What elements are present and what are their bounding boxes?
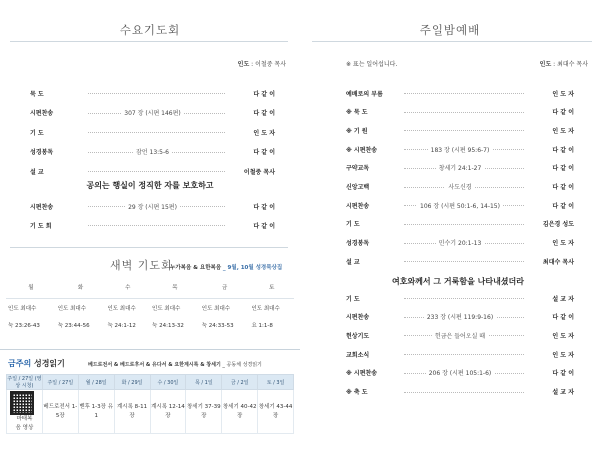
dawn-day-cell: 목 (150, 276, 200, 298)
dawn-prayer-title: 새벽 기도회 (110, 259, 173, 272)
order-row (346, 312, 574, 322)
order-item-label: 성경봉독 (346, 240, 370, 248)
order-item-label: ※ 시편찬송 (346, 146, 378, 154)
dotted-leader (404, 298, 524, 299)
bible-header-cell: 금 / 2일 (222, 375, 258, 390)
order-item-value-text: 헌금은 들어오실 때 (432, 333, 488, 340)
order-item-value-text: 106 장 (시편 50:1-6, 14-15) (417, 203, 503, 210)
dotted-leader (88, 225, 225, 226)
standing-note: ※ 표는 일어섭니다. (346, 61, 398, 68)
order-item-leader: 설 교 자 (552, 295, 574, 303)
order-item-label: 시편찬송 (346, 202, 370, 210)
bible-reading-table (6, 374, 294, 434)
dotted-leader (88, 171, 225, 172)
order-item-value (346, 368, 574, 377)
dawn-officiant-row (6, 298, 294, 318)
sunday-title: 주일밤예배 (419, 23, 481, 37)
bible-header-cell: 주일 / 27일 (영상 시청) (7, 376, 42, 389)
dawn-day-cell: 토 (249, 276, 294, 298)
order-item-label: 구약교독 (346, 165, 370, 173)
dawn-officiant-cell: 인도 최대수 (8, 306, 37, 313)
order-item-value (346, 163, 574, 172)
dotted-leader (88, 93, 225, 94)
dawn-officiant-cell: 인도 최대수 (57, 306, 87, 313)
bible-header-cell: 목 / 1일 (186, 375, 222, 390)
dotted-leader (404, 261, 524, 262)
bible-title-b: 성경읽기 (31, 359, 65, 368)
bible-header-cell: 토 / 3일 (258, 375, 294, 390)
order-item-value (30, 108, 275, 117)
order-item-label: ※ 묵 도 (346, 109, 368, 117)
sunday-page (300, 0, 600, 450)
order-item-value-text: 206 장 (시편 105:1-6) (426, 370, 495, 377)
order-item-leader: 다 같 이 (253, 222, 275, 230)
order-row (346, 238, 574, 248)
order-item-leader: 다 같 이 (552, 165, 574, 173)
order-item-leader: 인 도 자 (552, 351, 574, 359)
officiant-label: 인도 (237, 61, 250, 68)
order-row (30, 127, 275, 137)
bible-reading-cell: 계시록 12-14장 (150, 390, 186, 434)
order-item-value-text: 29 장 (시편 15편) (125, 204, 180, 211)
order-item-value (346, 238, 574, 247)
order-item-label: 성경봉독 (30, 149, 54, 156)
title-divider (10, 41, 288, 42)
bible-header-cell: 수 / 30일 (150, 375, 186, 390)
officiant-name: 최대수 목사 (557, 61, 588, 68)
order-item-value-text: 창세기 24:1-27 (436, 165, 485, 172)
dotted-leader (404, 93, 524, 94)
bible-header-row (7, 375, 294, 390)
order-item-label: 기 도 회 (30, 222, 52, 230)
order-item-value (346, 331, 574, 340)
order-row (346, 219, 574, 229)
dawn-officiant-cell: 인도 최대수 (107, 306, 136, 313)
order-row (346, 387, 574, 397)
bible-reading-cell: 베드로전서 1-5장 (42, 390, 78, 434)
order-item-value (30, 202, 275, 211)
order-item-leader: 다 같 이 (552, 184, 574, 191)
dawn-day-cell: 월 (6, 276, 56, 298)
dawn-text-cell: 눅 23:44-56 (57, 323, 90, 329)
order-row (346, 349, 574, 359)
order-item-label: ※ 축 도 (346, 389, 368, 396)
section-divider (0, 349, 300, 350)
order-row (346, 330, 574, 340)
order-item-leader: 다 같 이 (552, 202, 574, 210)
order-row (346, 182, 574, 192)
order-row (346, 163, 574, 173)
dawn-officiant-cell: 인도 최대수 (201, 306, 231, 313)
order-item-leader: 김은경 성도 (542, 221, 574, 229)
order-item-label: 기 도 (346, 221, 360, 229)
order-item-leader: 설 교 자 (552, 389, 574, 396)
order-item-value (346, 201, 574, 210)
dotted-leader (404, 112, 524, 113)
sunday-sermon-theme: 여호와께서 그 거룩함을 나타내셨더라 (391, 277, 524, 286)
order-item-label: 시편찬송 (30, 110, 54, 117)
order-row (30, 166, 275, 176)
order-item-label: 신앙고백 (346, 184, 370, 191)
order-item-label: 시편찬송 (30, 203, 54, 211)
order-row (346, 144, 574, 154)
dotted-leader (404, 392, 524, 393)
dawn-officiant-cell: 인도 최대수 (251, 306, 280, 313)
bible-reading-cell: 창세기 43-44장 (258, 390, 294, 434)
order-item-leader: 인 도 자 (552, 127, 574, 135)
dawn-note-source: _ 9월, 10월 성경묵상집 (222, 265, 283, 271)
dawn-day-cell: 금 (200, 276, 250, 298)
dawn-prayer-note (170, 263, 282, 271)
order-item-value (30, 147, 275, 156)
officiant-name: 이철중 목사 (255, 61, 286, 68)
order-item-leader: 다 같 이 (253, 90, 275, 98)
section-divider (10, 247, 288, 248)
order-item-value-text: 잠언 13:5-6 (133, 149, 172, 156)
order-item-value-text: 사도신경 (445, 184, 474, 191)
bible-title-a: 금주의 (8, 359, 32, 368)
order-item-leader: 인 도 자 (552, 332, 574, 340)
bible-sub-books: 베드로전서 & 베드로후서 & 유다서 & 요한계시록 & 창세기 (88, 362, 221, 368)
order-item-leader: 다 같 이 (552, 109, 574, 117)
bible-header-cell: 월 / 28일 (78, 375, 114, 390)
title-divider (312, 41, 592, 42)
order-row (346, 368, 574, 378)
order-row (30, 220, 275, 230)
bible-reading-cell: 계시록 8-11장 (114, 390, 150, 434)
order-item-label: 기 도 (30, 129, 44, 137)
order-item-label: 기 도 (346, 295, 360, 303)
order-row (346, 88, 574, 98)
dawn-text-cell: 눅 23:26-43 (8, 323, 40, 329)
order-item-leader: 다 같 이 (552, 146, 574, 154)
order-item-label: 시편찬송 (346, 314, 370, 322)
order-item-value-text: 민수기 20:1-13 (436, 240, 485, 247)
order-item-leader: 이철중 목사 (243, 168, 275, 176)
dawn-officiant-cell: 인도 최대수 (152, 306, 181, 313)
dotted-leader (404, 224, 524, 225)
officiant-label: 인도 (539, 61, 552, 68)
qr-code-icon[interactable] (10, 391, 34, 415)
dawn-text-cell: 요 1:1-8 (251, 323, 273, 329)
order-item-value-text: 307 장 (시편 146편) (121, 110, 184, 117)
order-item-leader: 인 도 자 (552, 90, 574, 98)
order-item-value-text: 233 장 (시편 119:9-16) (424, 314, 496, 321)
order-item-value (346, 182, 574, 191)
dawn-text-cell: 눅 24:1-12 (107, 323, 136, 329)
wednesday-sermon-theme: 공의는 행실이 정직한 자를 보호하고 (86, 181, 214, 190)
order-item-label: ※ 시편찬송 (346, 370, 378, 378)
dawn-day-cell: 수 (105, 276, 150, 298)
bible-sub-tail: _ 공동체 성경읽기 (220, 362, 262, 368)
order-item-value (346, 312, 574, 321)
order-item-value-text: 183 장 (시편 95:6-7) (428, 147, 493, 154)
order-item-label: ※ 기 원 (346, 127, 368, 135)
dawn-text-cell: 눅 24:33-53 (201, 323, 234, 329)
order-item-label: 헌상기도 (346, 332, 370, 340)
dawn-day-row (6, 276, 294, 298)
order-item-label: 설 교 (30, 168, 44, 176)
dawn-prayer-table (6, 276, 294, 332)
order-item-leader: 다 같 이 (253, 203, 275, 211)
dawn-day-cell: 화 (56, 276, 106, 298)
order-item-label: 묵 도 (30, 90, 44, 98)
bible-reading-cell: 창세기 37-39장 (186, 390, 222, 434)
order-row (30, 201, 275, 211)
bible-reading-title (8, 358, 65, 369)
bible-cell-text: 마태복음 영상 (15, 416, 34, 431)
dawn-text-row (6, 318, 294, 332)
order-item-label: 교회소식 (346, 351, 370, 359)
order-row (346, 125, 574, 135)
bible-header-cell: 화 / 29일 (114, 375, 150, 390)
dotted-leader (404, 354, 524, 355)
dotted-leader (404, 130, 524, 131)
sunday-officiant: 인도 : 최대수 목사 (539, 61, 588, 68)
order-row (30, 88, 275, 98)
order-item-leader: 인 도 자 (552, 240, 574, 248)
order-item-leader: 다 같 이 (253, 149, 275, 156)
order-item-label: 설 교 (346, 258, 360, 266)
order-row (346, 256, 574, 266)
wednesday-title: 수요기도회 (119, 23, 181, 37)
order-item-leader: 인 도 자 (253, 129, 275, 137)
order-row (346, 200, 574, 210)
order-row (346, 107, 574, 117)
order-item-leader: 다 같 이 (552, 370, 574, 378)
dotted-leader (88, 132, 225, 133)
dawn-note-books: 누가복음 & 요한복음 (170, 265, 222, 271)
bible-reading-cell (7, 390, 43, 434)
order-item-label: 예배로의 부름 (346, 90, 383, 98)
bible-header-cell: 주일 / 27일 (42, 375, 78, 390)
order-item-leader: 다 같 이 (552, 314, 574, 322)
bible-reading-cell: 벧후 1-3장 유 1 (78, 390, 114, 434)
bible-reading-row (7, 390, 294, 434)
order-item-leader: 다 같 이 (253, 110, 275, 117)
order-row (346, 293, 574, 303)
order-item-leader: 최대수 목사 (542, 258, 574, 266)
bible-reading-cell: 창세기 40-42장 (222, 390, 258, 434)
dawn-text-cell: 눅 24:13-32 (152, 323, 184, 329)
bible-reading-subtitle (88, 361, 262, 368)
wednesday-officiant: 인도 : 이철중 목사 (237, 61, 286, 68)
order-item-value (346, 145, 574, 154)
order-row (30, 147, 275, 157)
order-row (30, 108, 275, 118)
